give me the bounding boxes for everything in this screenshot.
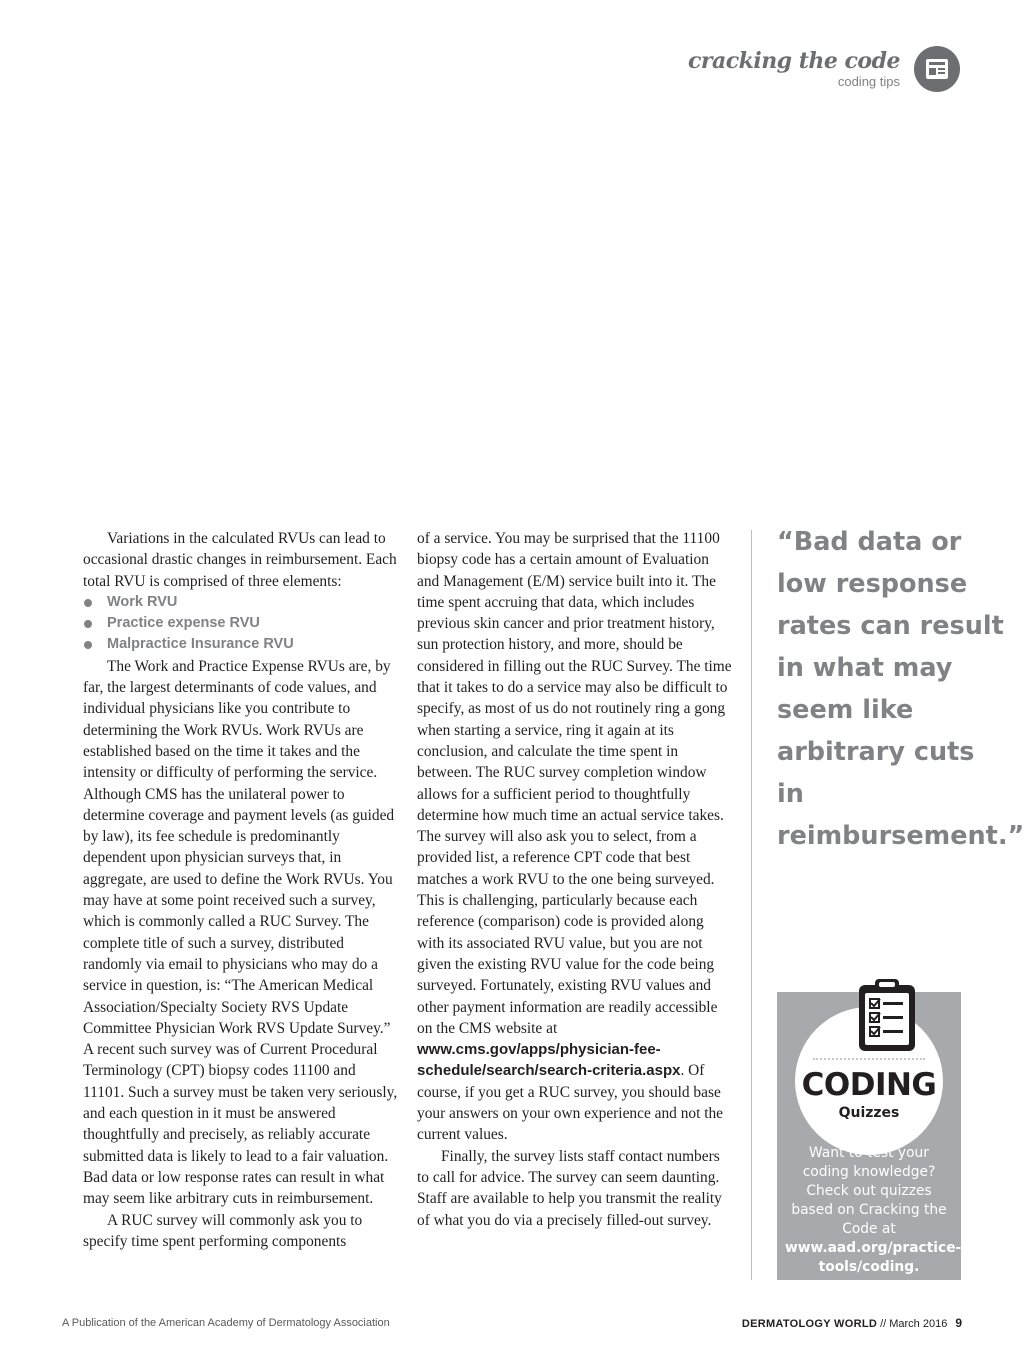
list-item-label: Work RVU [107, 593, 178, 610]
quiz-badge [795, 1007, 943, 1155]
clipboard-checklist-icon [855, 977, 919, 1053]
dotted-divider [813, 1058, 925, 1060]
section-subtitle: coding tips [837, 74, 900, 89]
list-item-label: Malpractice Insurance RVU [107, 636, 294, 653]
coding-quizzes-box [777, 992, 961, 1280]
paragraph: Finally, the survey lists staff contact numbers to call for advice. The survey can seem daunting. Staff are available to help you transmit the reality of what you do via a precisely filled-out survey. [417, 1147, 722, 1229]
article-column-1 [83, 528, 398, 1252]
list-item [83, 613, 398, 634]
bullet-icon [84, 599, 92, 607]
list-item-label: Practice expense RVU [107, 615, 260, 632]
article-column-2 [417, 528, 733, 1231]
section-header [688, 46, 960, 92]
quiz-description [785, 1144, 962, 1277]
cms-link[interactable]: www.cms.gov/apps/physician-fee-schedule/search/search-criteria.aspx [417, 1041, 681, 1080]
paragraph-text: . Of course, if you get a RUC survey, you should base your answers on your own experience and not the current values. [417, 1062, 724, 1144]
paragraph: A RUC survey will commonly ask you to specify time spent performing components [83, 1211, 363, 1250]
footer-separator: // [880, 1318, 887, 1330]
column-divider [751, 530, 752, 1280]
paragraph: The Work and Practice Expense RVUs are, by far, the largest determinants of code values, and individual physicians like you contribute to determining the Work RVUs. Work RVUs are established based on the time it takes and the intensity or difficulty of performing the service. Although CMS has the unilateral power to determine coverage and payment levels (as guided by law), its fee schedule is predominantly dependent upon physician surveys that, in aggregate, are used to define the Work RVUs. You may have at some point received such a survey, which is commonly called a RUC Survey. The complete title of such a survey, distributed randomly via email to physicians who may do a service in question, is: “The American Medical Association/Specialty Society RVS Update Committee Physician Work RVS Update Survey.” A recent such survey was of Current Procedural Terminology (CPT) biopsy codes 11100 and 11101. Such a survey must be taken very seriously, and each question in it must be answered thoughtfully and precisely, as reliably accurate submitted data is likely to lead to a fair valuation. Bad data or low response rates can result in what may seem like arbitrary cuts in reimbursement. [83, 657, 398, 1208]
paragraph [417, 528, 733, 1146]
issue-date: March 2016 [889, 1318, 948, 1330]
bullet-icon [84, 620, 92, 628]
section-header-text [688, 48, 900, 90]
quiz-description-text: Want to test your coding knowledge? Check out quizzes based on Cracking the Code at [791, 1145, 947, 1237]
quiz-subtitle: Quizzes [838, 1105, 900, 1121]
footer-issue-info [742, 1316, 962, 1330]
document-icon [914, 46, 960, 92]
magazine-name: DERMATOLOGY WORLD [741, 1318, 878, 1330]
pull-quote: “Bad data or low response rates can result in what may seem like arbitrary cuts in reimbursement.” [777, 527, 1024, 851]
paragraph-text: of a service. You may be surprised that the 11100 biopsy code has a certain amount of Evaluation and Management (E/M) service built into it. The time spent accruing that data, which includes previous skin cancer and prior treatment history, sun protection history, and more, should be considered in filling out the RUC Survey. The time that it takes to do a service may also be difficult to specify, as most of us do not routinely ring a gong when starting a service, ring it again at its conclusion, and calculate the time spent in between. The RUC survey completion window allows for a sufficient period to thoughtfully determine how much time an actual service takes. The survey will also ask you to select, from a provided list, a reference CPT code that best matches a work RVU to the one being surveyed. This is challenging, particularly because each reference (comparison) code is provided along with its associated RVU value, but you are not given the existing RVU value for the code being surveyed. Fortunately, existing RVU values and other payment information are readily accessible on the CMS website at [417, 530, 732, 1037]
rvu-elements-list [83, 592, 398, 656]
list-item [83, 634, 398, 655]
section-title: cracking the code [687, 48, 900, 74]
bullet-icon [84, 641, 92, 649]
quiz-title: CODING [801, 1067, 937, 1103]
page-number: 9 [955, 1316, 962, 1330]
footer-publication: A Publication of the American Academy of Dermatology Association [62, 1317, 390, 1329]
list-item [83, 592, 398, 613]
quiz-link[interactable]: www.aad.org/practice-tools/coding. [785, 1240, 962, 1275]
paragraph: Variations in the calculated RVUs can lead to occasional drastic changes in reimbursement. Each total RVU is comprised of three elements: [83, 530, 397, 590]
